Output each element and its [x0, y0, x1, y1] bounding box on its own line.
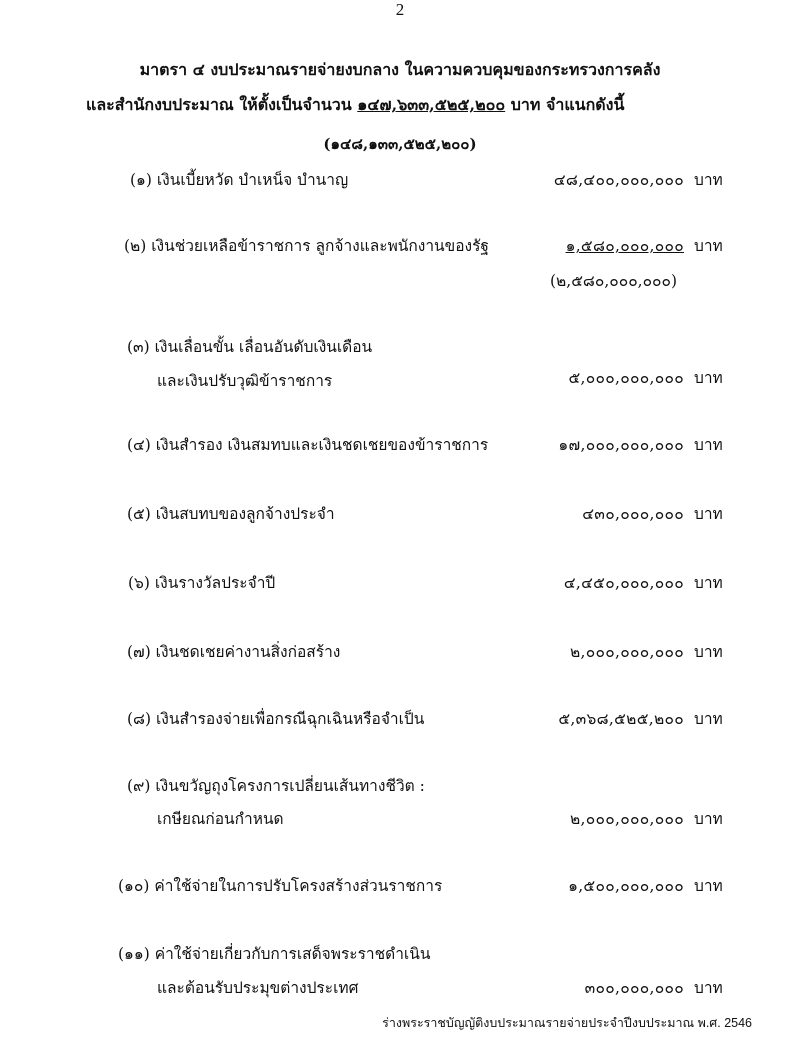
item-amount: ๕,๓๖๘,๕๒๕,๒๐๐ — [558, 710, 684, 728]
item-unit: บาท — [694, 171, 723, 189]
item-label: (๕) เงินสบทบของลูกจ้างประจำ — [127, 505, 335, 523]
page-number: 2 — [395, 0, 405, 19]
item-label: (๖) เงินรางวัลประจำปี — [128, 574, 276, 592]
item-label-continued: เกษียณก่อนกำหนด — [157, 810, 284, 828]
item-revised-amount: (๒,๕๘๐,๐๐๐,๐๐๐) — [550, 272, 678, 290]
item-label: (๒) เงินช่วยเหลือข้าราชการ ลูกจ้างและพนักงานของรัฐ — [124, 237, 489, 255]
item-unit: บาท — [694, 237, 723, 255]
item-label: (๘) เงินสำรองจ่ายเพื่อกรณีฉุกเฉินหรือจำเป็น — [127, 710, 425, 728]
heading-total-amount: ๑๔๗,๖๓๓,๕๒๕,๒๐๐ — [357, 95, 506, 114]
item-label-continued: และต้อนรับประมุขต่างประเทศ — [157, 979, 359, 997]
page-footer: ร่างพระราชบัญญัติงบประมาณรายจ่ายประจำปีงบประมาณ พ.ศ. 2546 — [382, 1016, 752, 1030]
item-unit: บาท — [694, 369, 723, 387]
item-unit: บาท — [694, 505, 723, 523]
heading-suffix: บาท จำแนกดังนี้ — [505, 95, 625, 114]
item-label: (๑) เงินเบี้ยหวัด บำเหน็จ บำนาญ — [130, 171, 349, 189]
item-amount: ๔,๔๕๐,๐๐๐,๐๐๐ — [563, 574, 684, 592]
item-label: (๑๐) ค่าใช้จ่ายในการปรับโครงสร้างส่วนราชการ — [118, 877, 443, 895]
item-amount: ๓๐๐,๐๐๐,๐๐๐ — [584, 979, 684, 997]
item-label-continued: และเงินปรับวุฒิข้าราชการ — [157, 372, 333, 390]
item-unit: บาท — [694, 979, 723, 997]
item-unit: บาท — [694, 436, 723, 454]
item-unit: บาท — [694, 643, 723, 661]
item-amount: ๑๗,๐๐๐,๐๐๐,๐๐๐ — [558, 436, 684, 454]
item-amount: ๒,๐๐๐,๐๐๐,๐๐๐ — [569, 810, 684, 828]
item-label: (๔) เงินสำรอง เงินสมทบและเงินชดเชยของข้าราชการ — [127, 436, 489, 454]
item-label: (๙) เงินขวัญถุงโครงการเปลี่ยนเส้นทางชีวิต : — [127, 777, 425, 795]
item-label: (๑๑) ค่าใช้จ่ายเกี่ยวกับการเสด็จพระราชดำเนิน — [118, 945, 431, 963]
item-amount: ๕,๐๐๐,๐๐๐,๐๐๐ — [568, 369, 684, 387]
item-amount: ๔๓๐,๐๐๐,๐๐๐ — [582, 505, 684, 523]
section-heading: มาตรา ๔ งบประมาณรายจ่ายงบกลาง ในความควบคุมของกระทรวงการคลัง — [139, 60, 661, 79]
item-label: (๗) เงินชดเชยค่างานสิ่งก่อสร้าง — [127, 643, 341, 661]
item-amount: ๔๘,๔๐๐,๐๐๐,๐๐๐ — [553, 171, 684, 189]
item-amount: ๑,๕๘๐,๐๐๐,๐๐๐ — [565, 237, 684, 255]
item-unit: บาท — [694, 710, 723, 728]
item-label: (๓) เงินเลื่อนขั้น เลื่อนอันดับเงินเดือน — [127, 338, 373, 356]
item-unit: บาท — [694, 574, 723, 592]
section-heading-line2 — [86, 93, 624, 118]
item-unit: บาท — [694, 810, 723, 828]
heading-revised-amount: (๑๔๘,๑๓๓,๕๒๕,๒๐๐) — [323, 135, 477, 153]
heading-prefix: และสำนักงบประมาณ ให้ตั้งเป็นจำนวน — [86, 95, 358, 114]
item-amount: ๑,๕๐๐,๐๐๐,๐๐๐ — [568, 877, 684, 895]
item-amount: ๒,๐๐๐,๐๐๐,๐๐๐ — [569, 643, 684, 661]
item-unit: บาท — [694, 877, 723, 895]
